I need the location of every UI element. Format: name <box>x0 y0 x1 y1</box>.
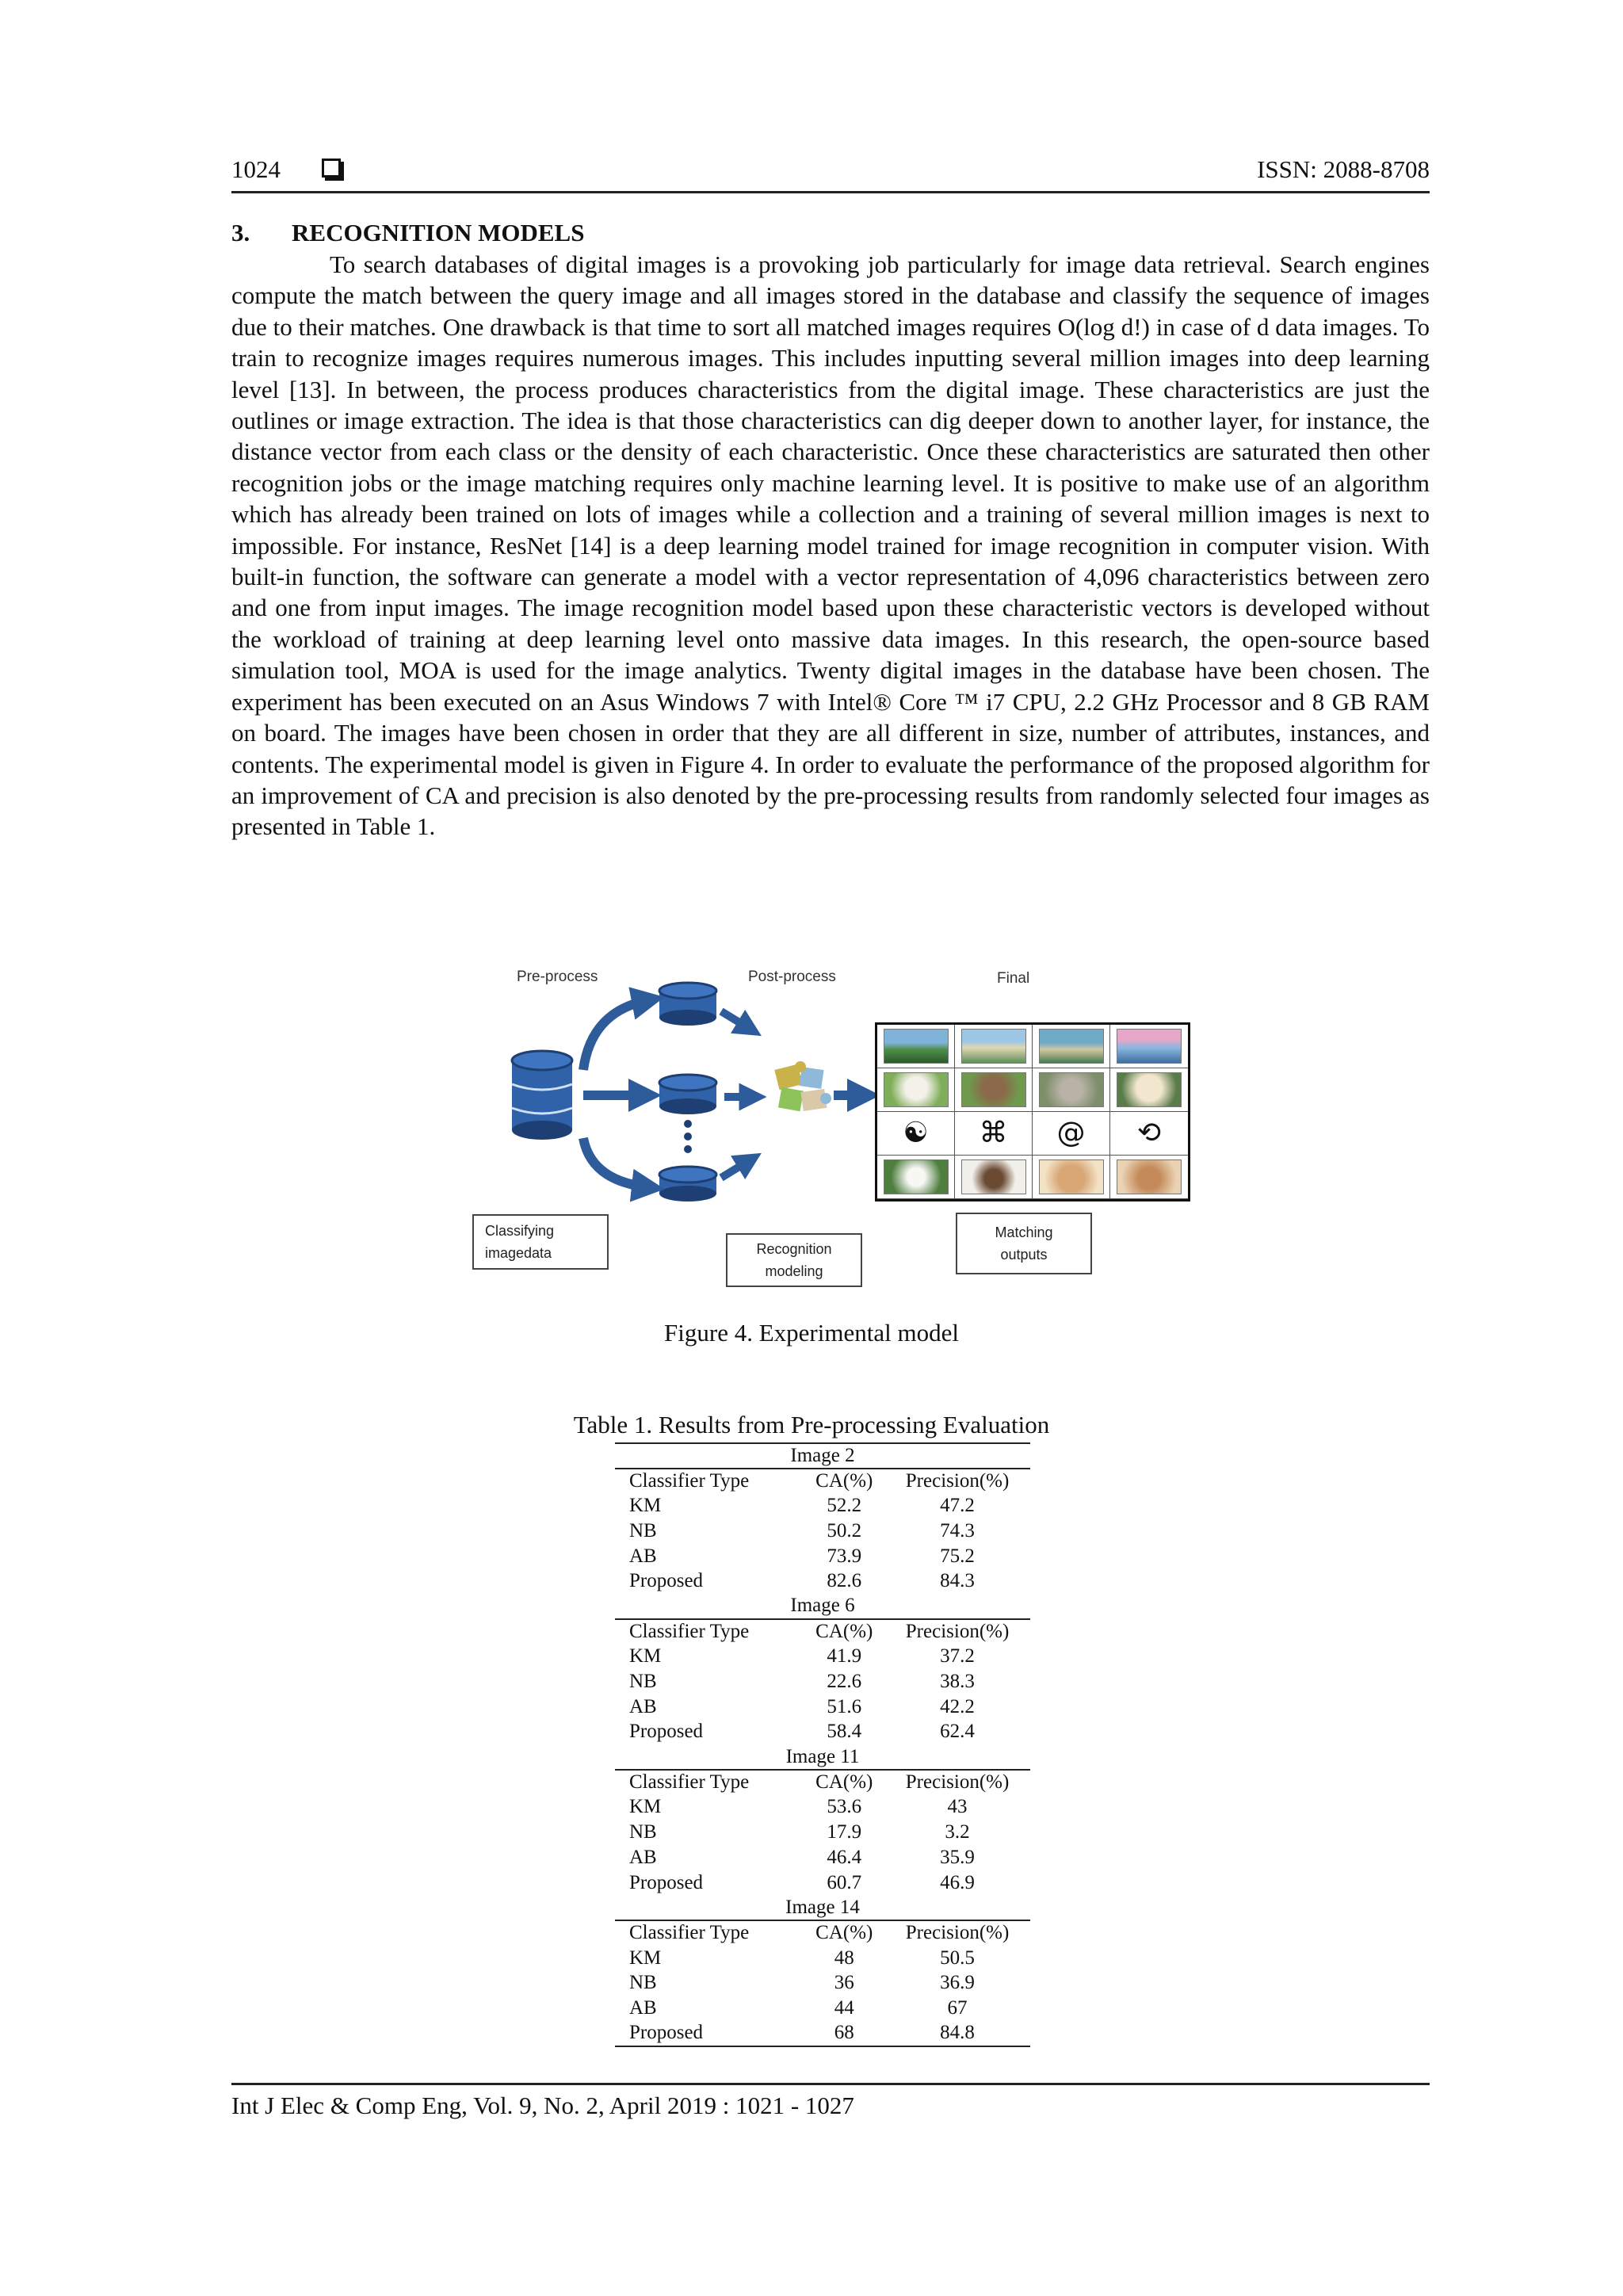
precision-cell: 43 <box>947 1796 968 1818</box>
table-row <box>615 1519 1030 1544</box>
precision-cell: 37.2 <box>940 1645 975 1668</box>
classifier-cell: AB <box>629 1545 657 1567</box>
database-bottom-icon <box>659 1167 716 1201</box>
precision-cell: 47.2 <box>940 1495 975 1517</box>
precision-cell: 62.4 <box>940 1721 975 1743</box>
recognition-label-line1: Recognition <box>756 1241 832 1257</box>
recognition-label-line2: modeling <box>765 1263 823 1279</box>
column-header: Classifier Type <box>615 1770 804 1795</box>
section-title: RECOGNITION MODELS <box>292 219 585 246</box>
at-symbol: @ <box>1056 1117 1086 1149</box>
classifier-cell: KM <box>629 1645 662 1668</box>
classifier-cell: KM <box>629 1495 662 1517</box>
grid-cell <box>1110 1025 1188 1068</box>
rabbit-thumbnail <box>961 1159 1026 1194</box>
table-header-row <box>615 1619 1030 1645</box>
classifier-cell: NB <box>629 1519 657 1541</box>
page-header <box>231 152 1430 193</box>
dog-thumbnail <box>961 1072 1026 1107</box>
body-paragraph: To search databases of digital images is a provoking job particularly for image data retrieval. Search engines compute the match between the query image and all images stored in the database and classify the sequence of images due to their matches. One drawback is that time to sort all matched images requires O(log d!) in case of d data images. To train to recognize images requires numerous images. This includes inputting several million images into deep learning level [13]. In between, the process produces characteristics from the digital image. These characteristics are just the outlines or image extraction. The idea is that those characteristics can dig deeper down to another layer, for instance, the distance vector from each class or the density of each characteristic. Once these characteristics are saturated then other recognition jobs or the image matching requires only machine learning level. It is positive to make use of an algorithm which has already been trained on lots of images while a collection and a training of several million images is next to impossible. For instance, ResNet [14] is a deep learning model trained for image recognition in computer vision. With built-in function, the software can generate a model with a vector representation of 4,096 characteristics between zero and one from input images. The image recognition model based upon these characteristic vectors is developed without the workload of training at deep learning level onto massive data images. In this research, the open-source based simulation tool, MOA is used for the image analytics. Twenty digital images in the database have been chosen. The experiment has been executed on an Asus Windows 7 with Intel® Core ™ i7 CPU, 2.2 GHz Processor and 8 GB RAM on board. The images have been chosen in order that they are all different in size, number of attributes, instances, and contents. The experimental model is given in Figure 4. In order to evaluate the performance of the proposed algorithm for an improvement of CA and precision is also denoted by the pre-processing results from randomly selected four images as presented in Table 1. <box>231 250 1430 841</box>
grid-cell <box>955 1112 1033 1156</box>
column-header: Precision(%) <box>884 1619 1030 1645</box>
classifier-cell: NB <box>629 1972 657 1994</box>
table-row <box>615 2021 1030 2046</box>
matching-outputs-box <box>956 1213 1092 1274</box>
dog-thumbnail <box>884 1072 949 1107</box>
stage-label-final: Final <box>997 970 1030 987</box>
ca-cell: 48 <box>834 1946 854 1969</box>
classifier-cell: AB <box>629 1846 657 1868</box>
group-title: Image 2 <box>615 1443 1030 1469</box>
matching-label-line1: Matching <box>995 1224 1053 1240</box>
grid-cell <box>877 1068 955 1112</box>
dog-thumbnail <box>1039 1072 1104 1107</box>
precision-cell: 3.2 <box>945 1821 970 1843</box>
table-row <box>615 1669 1030 1694</box>
ca-cell: 36 <box>834 1972 854 1994</box>
page-footer <box>231 2083 1430 2120</box>
puzzle-pieces-icon <box>774 1061 831 1111</box>
classifier-cell: Proposed <box>615 2021 804 2046</box>
grid-cell <box>1110 1068 1188 1112</box>
classifier-cell: KM <box>629 1946 662 1969</box>
grid-cell <box>1033 1025 1110 1068</box>
section-heading <box>231 219 584 247</box>
issn: ISSN: 2088-8708 <box>1257 155 1430 183</box>
table-row <box>615 1544 1030 1569</box>
ca-cell: 52.2 <box>827 1495 862 1517</box>
landscape-thumbnail <box>1039 1029 1104 1064</box>
ca-cell: 53.6 <box>827 1796 862 1818</box>
ca-cell: 22.6 <box>827 1671 862 1693</box>
precision-cell: 36.9 <box>940 1972 975 1994</box>
precision-cell: 84.8 <box>884 2021 1030 2046</box>
table-row <box>615 1493 1030 1519</box>
table-row <box>615 1820 1030 1845</box>
table-caption: Table 1. Results from Pre-processing Evaluation <box>573 1411 1050 1438</box>
recognition-modeling-box <box>726 1233 862 1287</box>
column-header: Classifier Type <box>615 1920 804 1946</box>
database-middle-icon <box>659 1075 716 1114</box>
landscape-thumbnail <box>1117 1029 1182 1064</box>
ca-cell: 50.2 <box>827 1519 862 1541</box>
table-row <box>615 1870 1030 1896</box>
dog-thumbnail <box>1117 1072 1182 1107</box>
experimental-model-figure <box>472 967 1201 1300</box>
grid-cell <box>1033 1156 1110 1199</box>
grid-cell <box>1033 1068 1110 1112</box>
classifier-cell: KM <box>629 1796 662 1818</box>
table-group-title-row <box>615 1443 1030 1469</box>
ca-cell: 82.6 <box>827 1570 862 1592</box>
ca-cell: 46.4 <box>827 1846 862 1868</box>
table-row <box>615 1795 1030 1820</box>
table-row <box>615 1845 1030 1870</box>
precision-cell: 46.9 <box>940 1871 975 1893</box>
ca-cell: 51.6 <box>827 1695 862 1717</box>
precision-cell: 84.3 <box>940 1570 975 1592</box>
checkbox-square-icon <box>322 159 341 178</box>
classifier-cell: Proposed <box>629 1721 704 1743</box>
refresh-circle-symbol: ⟲ <box>1136 1117 1162 1149</box>
matching-label-line2: outputs <box>1000 1247 1048 1263</box>
ca-cell: 41.9 <box>827 1645 862 1668</box>
footer-citation: Int J Elec & Comp Eng, Vol. 9, No. 2, April 2019 : 1021 - 1027 <box>231 2092 854 2119</box>
section-number: 3. <box>231 219 250 246</box>
column-header: Classifier Type <box>615 1619 804 1645</box>
precision-cell: 38.3 <box>940 1671 975 1693</box>
grid-cell <box>1033 1112 1110 1156</box>
precision-cell: 67 <box>947 1996 968 2019</box>
column-header: Precision(%) <box>884 1920 1030 1946</box>
classifier-cell: NB <box>629 1821 657 1843</box>
landscape-thumbnail <box>961 1029 1026 1064</box>
classifying-label-line1: Classifying <box>485 1223 555 1239</box>
grid-cell <box>877 1025 955 1068</box>
stage-label-post-process: Post-process <box>748 968 836 985</box>
grid-cell <box>955 1156 1033 1199</box>
ca-cell: 17.9 <box>827 1821 862 1843</box>
precision-cell: 35.9 <box>940 1846 975 1868</box>
table-group-title-row <box>615 1895 1030 1920</box>
column-header: Precision(%) <box>884 1770 1030 1795</box>
grid-cell <box>877 1156 955 1199</box>
grid-cell <box>955 1068 1033 1112</box>
classifying-label-line2: imagedata <box>485 1245 552 1261</box>
database-top-icon <box>659 983 716 1026</box>
precision-cell: 42.2 <box>940 1695 975 1717</box>
table-header-row <box>615 1770 1030 1795</box>
table-row <box>615 1720 1030 1745</box>
ca-cell: 58.4 <box>827 1721 862 1743</box>
column-header: CA(%) <box>804 1619 884 1645</box>
ca-cell: 73.9 <box>827 1545 862 1567</box>
classifier-cell: Proposed <box>629 1570 704 1592</box>
precision-cell: 74.3 <box>940 1519 975 1541</box>
classifier-cell: Proposed <box>629 1871 704 1893</box>
classifier-cell: NB <box>629 1671 657 1693</box>
table-row <box>615 1568 1030 1594</box>
yin-yang-symbol: ☯ <box>903 1117 929 1149</box>
ca-cell: 68 <box>804 2021 884 2046</box>
table-row <box>615 1946 1030 1971</box>
group-title: Image 6 <box>790 1595 855 1617</box>
precision-cell: 75.2 <box>940 1545 975 1567</box>
source-database-icon <box>512 1051 572 1140</box>
column-header: CA(%) <box>804 1469 884 1494</box>
classifier-cell: AB <box>629 1996 657 2019</box>
grid-cell <box>877 1112 955 1156</box>
rabbit-thumbnail <box>1039 1159 1104 1194</box>
grid-cell <box>1110 1112 1188 1156</box>
column-header: CA(%) <box>804 1770 884 1795</box>
landscape-thumbnail <box>884 1029 949 1064</box>
results-table <box>615 1442 1030 2047</box>
classifying-image-data-box <box>472 1214 609 1270</box>
table-row <box>615 1645 1030 1670</box>
column-header: CA(%) <box>804 1920 884 1946</box>
table-row <box>615 1694 1030 1720</box>
table-group-title-row <box>615 1594 1030 1619</box>
table-row <box>615 1996 1030 2021</box>
table-group-title-row <box>615 1744 1030 1770</box>
ca-cell: 60.7 <box>827 1871 862 1893</box>
rabbit-thumbnail <box>884 1159 949 1194</box>
ca-cell: 44 <box>834 1996 854 2019</box>
grid-cell <box>955 1025 1033 1068</box>
group-title: Image 14 <box>785 1896 860 1918</box>
matched-images-grid <box>875 1022 1190 1201</box>
precision-cell: 50.5 <box>940 1946 975 1969</box>
classifier-cell: AB <box>629 1695 657 1717</box>
column-header: Precision(%) <box>884 1469 1030 1494</box>
grid-cell <box>1110 1156 1188 1199</box>
group-title: Image 11 <box>785 1745 860 1767</box>
column-header: Classifier Type <box>615 1469 804 1494</box>
table-header-row <box>615 1469 1030 1494</box>
rabbit-thumbnail <box>1117 1159 1182 1194</box>
table-header-row <box>615 1920 1030 1946</box>
stage-label-pre-process: Pre-process <box>517 968 598 985</box>
looped-square-symbol: ⌘ <box>979 1117 1008 1149</box>
table-row <box>615 1970 1030 1996</box>
figure-caption: Figure 4. Experimental model <box>664 1319 959 1347</box>
page-number: 1024 <box>231 155 281 183</box>
